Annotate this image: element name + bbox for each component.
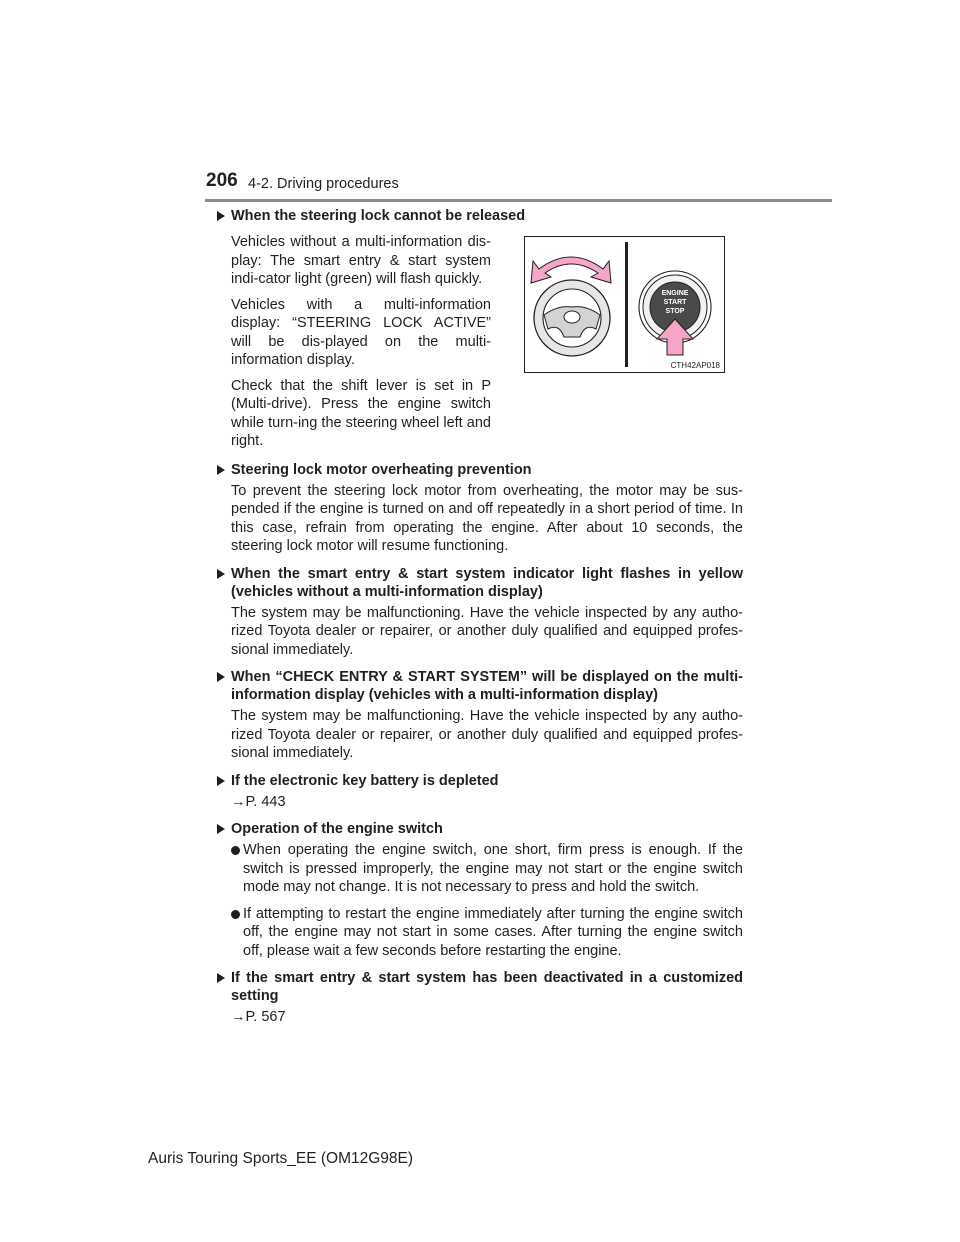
section-heading [216, 772, 743, 790]
section-key-battery [216, 772, 743, 812]
section-bullet-icon [217, 211, 225, 221]
paragraph: Vehicles without a multi-information dis-play: The smart entry & start system indi-cator light (green) will flash quickly. [231, 234, 491, 287]
section-heading-text: If the smart entry & start system has been deactivated in a customized setting [231, 970, 743, 1004]
section-bullet-icon [217, 824, 225, 834]
button-label-line-1: ENGINE [661, 290, 689, 297]
section-heading [216, 461, 743, 479]
section-bullet-icon [217, 672, 225, 682]
list-item [231, 841, 743, 897]
section-bullet-icon [217, 569, 225, 579]
section-heading [216, 668, 743, 704]
section-heading-text: When the smart entry & start system indicator light flashes in yellow (vehicles without a multi-information display) [231, 565, 743, 600]
page-header [0, 0, 960, 205]
header-divider [205, 199, 832, 202]
section-engine-switch [216, 820, 743, 960]
figure-code: CTH42AP018 [670, 361, 720, 370]
paragraph: The system may be malfunctioning. Have the vehicle inspected by any autho-rized Toyota dealer or repairer, or another duly qualified and equipped profes-sional immediately. [231, 708, 743, 761]
page-footer: Auris Touring Sports_EE (OM12G98E) [148, 1150, 414, 1167]
section-heading-text: Operation of the engine switch [231, 821, 443, 837]
list-item-text: When operating the engine switch, one short, firm press is enough. If the switch is pressed improperly, the engine may not start or the engine switch mode may not change. It is not necessary to press and hold the switch. [243, 842, 743, 895]
section-heading-text: If the electronic key battery is depleted [231, 772, 499, 789]
button-label-line-3: STOP [665, 308, 685, 315]
section-heading-text: When the steering lock cannot be released [231, 208, 526, 224]
section-body [216, 233, 491, 451]
section-heading-text: When “CHECK ENTRY & START SYSTEM” will be displayed on the multi-information display (vehicles with a multi-information display) [231, 669, 743, 703]
paragraph: The system may be malfunctioning. Have the vehicle inspected by any autho-rized Toyota dealer or repairer, or another duly qualified and equipped profes-sional immediately. [231, 604, 743, 658]
section-check-entry [216, 668, 743, 763]
page-reference-link[interactable]: →P. 443 [231, 793, 286, 810]
button-label-line-2: START [663, 299, 687, 306]
section-bullet-icon [217, 465, 225, 475]
page-reference-link[interactable]: →P. 567 [231, 1009, 286, 1025]
section-bullet-icon [217, 973, 225, 983]
page-number: 206 [206, 170, 238, 191]
section-steering-lock [216, 207, 743, 451]
list-item-text: If attempting to restart the engine immediately after turning the engine switch off, the engine may not start in some cases. After turning the engine switch off, please wait a few seconds before restarting the engine. [243, 905, 743, 959]
paragraph: Vehicles with a multi-information display: “STEERING LOCK ACTIVE” will be dis-played on the multi-information display. [231, 296, 491, 368]
section-heading [216, 565, 743, 601]
paragraph: Check that the shift lever is set in P (Multi-drive). Press the engine switch while turn-ing the steering wheel left and right. [231, 377, 491, 449]
page-content [216, 207, 743, 1036]
bullet-dot-icon [231, 846, 240, 855]
paragraph: To prevent the steering lock motor from overheating, the motor may be sus-pended if the engine is turned on and off repeatedly in a short period of time. In this case, refrain from operating the engine. After about 10 seconds, the steering lock motor will resume functioning. [231, 482, 743, 554]
section-deactivated [216, 969, 743, 1027]
section-heading-text: Steering lock motor overheating prevention [231, 461, 532, 478]
section-heading [216, 969, 743, 1005]
section-bullet-icon [217, 776, 225, 786]
section-heading [216, 820, 743, 838]
section-indicator-yellow [216, 565, 743, 660]
section-title: 4-2. Driving procedures [248, 176, 399, 192]
list-item [231, 905, 743, 961]
section-overheating [216, 461, 743, 556]
section-heading [216, 207, 743, 225]
bullet-dot-icon [231, 910, 240, 919]
